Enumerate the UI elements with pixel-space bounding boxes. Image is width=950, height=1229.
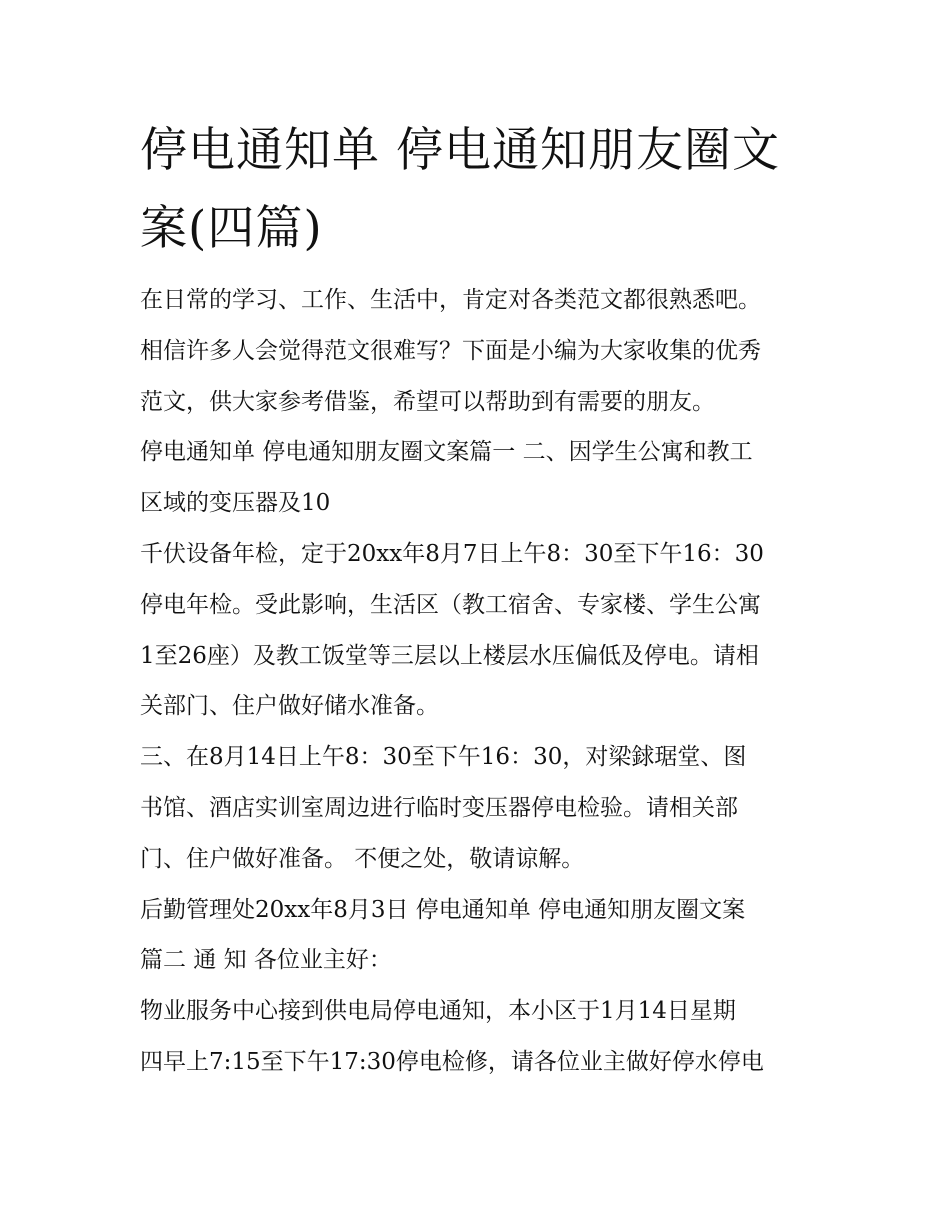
body-line: 三、在8月14日上午8：30至下午16：30，对梁銶琚堂、图 [140,744,747,771]
body-line: 停电通知单 停电通知朋友圈文案篇一 二、因学生公寓和教工 [140,439,753,466]
document-body [140,275,820,1088]
title-line-1: 停电通知单 停电通知朋友圈文 [140,123,780,178]
body-line: 四早上7:15至下午17:30停电检修，请各位业主做好停水停电 [140,1048,764,1075]
body-line: 书馆、酒店实训室周边进行临时变压器停电检验。请相关部 [140,794,738,821]
body-line: 范文，供大家参考借鉴，希望可以帮助到有需要的朋友。 [140,388,715,415]
body-line: 门、住户做好准备。 不便之处，敬请谅解。 [140,845,585,872]
body-line: 区域的变压器及10 [140,490,331,517]
body-line: 后勤管理处20xx年8月3日 停电通知单 停电通知朋友圈文案 [140,896,746,923]
title-line-2: 案(四篇) [140,201,323,256]
body-line: 关部门、住户做好储水准备。 [140,693,439,720]
body-line: 在日常的学习、工作、生活中，肯定对各类范文都很熟悉吧。 [140,287,761,313]
body-line: 相信许多人会觉得范文很难写？下面是小编为大家收集的优秀 [140,337,761,364]
document-title [140,112,820,268]
body-line: 物业服务中心接到供电局停电通知，本小区于1月14日星期 [140,998,736,1025]
body-line: 篇二 通 知 各位业主好： [140,947,392,974]
body-line: 停电年检。受此影响，生活区（教工宿舍、专家楼、学生公寓 [140,591,761,618]
body-line: 千伏设备年检，定于20xx年8月7日上午8：30至下午16：30 [140,540,764,567]
body-line: 1至26座）及教工饭堂等三层以上楼层水压偏低及停电。请相 [140,642,759,669]
